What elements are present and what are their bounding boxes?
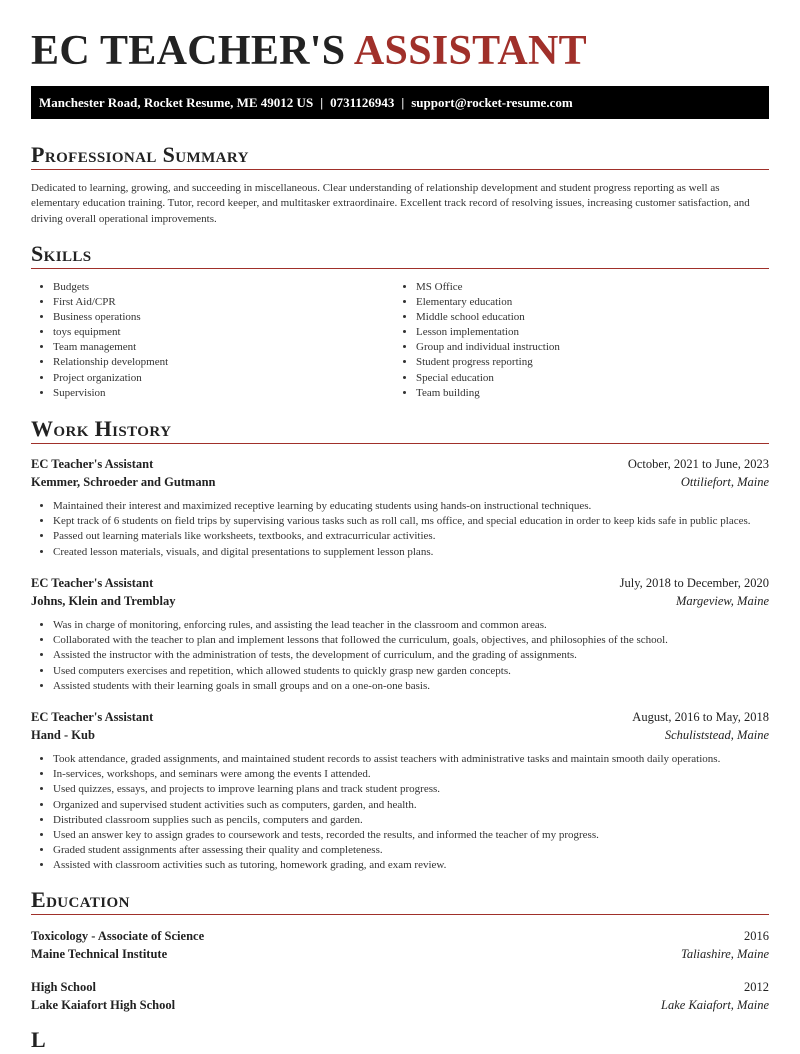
contact-separator: | — [401, 95, 405, 110]
skill-item: • Team management — [53, 340, 393, 355]
education-location: Taliashire, Maine — [681, 947, 769, 961]
skill-item: • Student progress reporting — [416, 355, 776, 370]
section-title-education: Education — [31, 886, 769, 915]
education-school: Maine Technical Institute — [31, 947, 168, 961]
job-company: Hand - Kub — [31, 728, 95, 742]
job-bullet: • Graded student assignments after assessing their quality and completeness. — [53, 843, 769, 858]
job-bullet: • Assisted with classroom activities such as tutoring, homework grading, and exam review. — [53, 858, 769, 873]
contact-separator: | — [320, 95, 324, 110]
skill-item: • Lesson implementation — [416, 325, 776, 340]
job-bullet: • Used quizzes, essays, and projects to improve learning plans and track student progress. — [53, 782, 769, 797]
job-bullet: • Took attendance, graded assignments, and maintained student records to assist teachers with administrative tasks and maintain smooth daily operations. — [53, 752, 769, 767]
job-bullet: • Maintained their interest and maximized receptive learning by educating students using hands-on instructional techniques. — [53, 499, 769, 514]
job-bullet: • Used an answer key to assign grades to coursework and tests, recorded the results, and informed the teacher of my progress. — [53, 828, 769, 843]
education-year: 2012 — [744, 980, 769, 994]
summary-text: Dedicated to learning, growing, and succeeding in miscellaneous. Clear understanding of relationship development and student progress reporting as well as elementary education training. Tutor, record keeper, and multitasker extraordinaire. Excellent track record of resolving issues, increasing customer satisfaction, and driving overall operational improvements. — [31, 182, 750, 225]
job-bullets — [31, 499, 769, 560]
job-company: Johns, Klein and Tremblay — [31, 594, 176, 608]
contact-bar — [31, 86, 769, 119]
skill-item: • Relationship development — [53, 355, 393, 370]
job-bullet: • In-services, workshops, and seminars were among the events I attended. — [53, 767, 769, 782]
skill-item: • Budgets — [53, 280, 393, 295]
job-title: EC Teacher's Assistant — [31, 710, 154, 724]
contact-email[interactable]: support@rocket-resume.com — [411, 95, 573, 110]
skill-item: • Elementary education — [416, 295, 776, 310]
skill-item: • Supervision — [53, 386, 393, 401]
education-degree: Toxicology - Associate of Science — [31, 929, 205, 943]
job-location: Margeview, Maine — [675, 594, 769, 608]
job-bullet: • Assisted the instructor with the administration of tests, the development of curriculum, and the grading of assignments. — [53, 648, 769, 663]
contact-address: Manchester Road, Rocket Resume, ME 49012 US — [39, 95, 314, 110]
skill-item: • Group and individual instruction — [416, 340, 776, 355]
job-bullet: • Created lesson materials, visuals, and digital presentations to supplement lesson plans. — [53, 545, 769, 560]
skills-list-right — [394, 280, 776, 401]
job-company: Kemmer, Schroeder and Gutmann — [31, 475, 216, 489]
education-degree: High School — [31, 980, 96, 994]
job-bullet: • Collaborated with the teacher to plan and implement lessons that followed the curriculum, goals, objectives, and philosophies of the school. — [53, 633, 769, 648]
job-title: EC Teacher's Assistant — [31, 457, 154, 471]
skill-item: • toys equipment — [53, 325, 393, 340]
job-bullet: • Passed out learning materials like worksheets, textbooks, and extracurricular activities. — [53, 529, 769, 544]
skill-item: • Business operations — [53, 310, 393, 325]
skills-list-left — [31, 280, 393, 401]
job-bullet: • Was in charge of monitoring, enforcing rules, and assisting the lead teacher in the classroom and common areas. — [53, 618, 769, 633]
education-school: Lake Kaiafort High School — [31, 998, 176, 1012]
skill-item: • Middle school education — [416, 310, 776, 325]
education-location: Lake Kaiafort, Maine — [661, 998, 769, 1012]
job-bullets — [31, 618, 769, 694]
candidate-name — [31, 26, 587, 76]
skill-item: • Special education — [416, 371, 776, 386]
job-bullet: • Distributed classroom supplies such as pencils, computers and garden. — [53, 813, 769, 828]
name-first: EC TEACHER'S — [31, 28, 346, 74]
section-title-summary: Professional Summary — [31, 141, 769, 170]
job-dates: August, 2016 to May, 2018 — [632, 710, 769, 724]
section-title-work: Work History — [31, 415, 769, 444]
name-last: ASSISTANT — [353, 28, 587, 74]
skill-item: • MS Office — [416, 280, 776, 295]
job-location: Schuliststead, Maine — [664, 728, 769, 742]
skill-item: • Project organization — [53, 371, 393, 386]
job-bullet: • Organized and supervised student activities such as computers, garden, and health. — [53, 798, 769, 813]
job-dates: October, 2021 to June, 2023 — [627, 457, 769, 471]
job-title: EC Teacher's Assistant — [31, 576, 154, 590]
job-bullet: • Used computers exercises and repetition, which allowed students to quickly grasp new garden concepts. — [53, 664, 769, 679]
section-title-next-partial: L — [31, 1027, 47, 1052]
contact-phone[interactable]: 0731126943 — [330, 95, 395, 110]
job-dates: July, 2018 to December, 2020 — [619, 576, 769, 590]
section-title-skills: Skills — [31, 240, 769, 269]
job-bullet: • Kept track of 6 students on field trips by supervising various tasks such as roll call, ms office, and special education in order to keep kids safe in public places. — [53, 514, 769, 529]
job-location: Ottiliefort, Maine — [680, 475, 769, 489]
job-bullet: • Assisted students with their learning goals in small groups and on a one-on-one basis. — [53, 679, 769, 694]
education-year: 2016 — [744, 929, 769, 943]
skill-item: • Team building — [416, 386, 776, 401]
job-bullets — [31, 752, 769, 874]
skill-item: • First Aid/CPR — [53, 295, 393, 310]
